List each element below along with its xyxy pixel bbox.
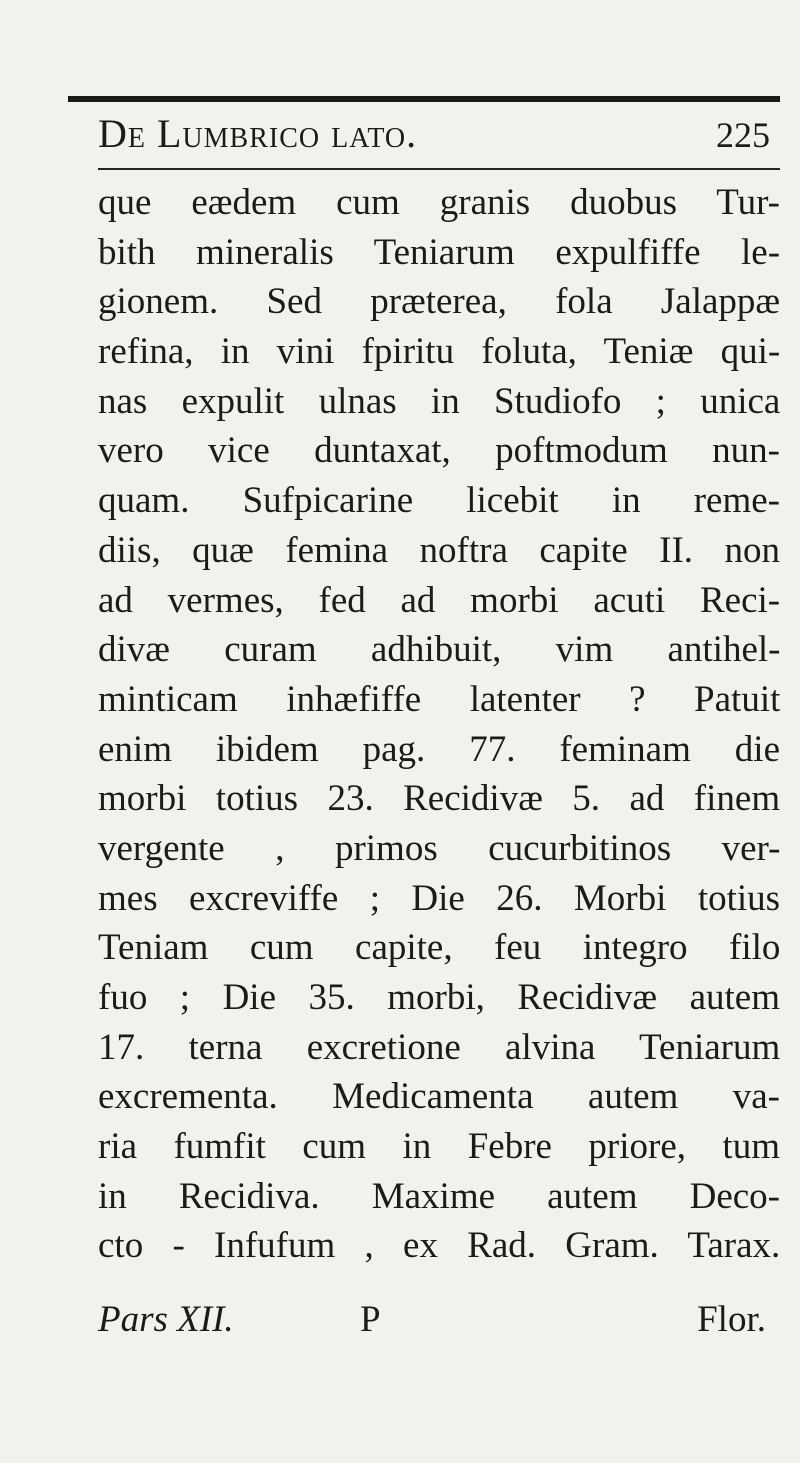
text-line: morbi totius 23. Recidivæ 5. ad finem (98, 778, 781, 820)
text-line: cto - Infufum , ex Rad. Gram. Tarax. (98, 1225, 781, 1267)
text-line: minticam inhæfiffe latenter ? Patuit (98, 678, 781, 720)
part-signature: Pars XII. (98, 1299, 234, 1340)
text-line: que eædem cum granis duobus Tur- (98, 182, 780, 223)
signature-mark: P (360, 1299, 381, 1340)
text-line: quam. Sufpicarine licebit in reme- (98, 480, 780, 522)
text-line: ad vermes, fed ad morbi acuti Reci- (98, 579, 781, 621)
text-line: bith mineralis Teniarum expulfiffe le- (98, 231, 781, 273)
page-number: 225 (716, 115, 770, 155)
text-line: ria fumfit cum in Febre priore, tum (98, 1126, 780, 1168)
text-line: 17. terna excretione alvina Teniarum (98, 1026, 781, 1068)
text-line: enim ibidem pag. 77. feminam die (98, 728, 780, 770)
text-line: nas expulit ulnas in Studiofo ; unica (98, 380, 781, 422)
page-footer (98, 1298, 780, 1348)
text-line: fuo ; Die 35. morbi, Recidivæ autem (98, 977, 780, 1018)
text-line: mes excreviffe ; Die 26. Morbi totius (98, 877, 781, 919)
text-line: in Recidiva. Maxime autem Deco- (98, 1175, 780, 1217)
catchword: Flor. (697, 1299, 766, 1340)
text-line: vergente , primos cucurbitinos ver- (98, 827, 781, 869)
text-line: vero vice duntaxat, poftmodum nun- (98, 430, 780, 472)
text-line: gionem. Sed præterea, fola Jalappæ (98, 281, 781, 323)
text-line: refina, in vini fpiritu foluta, Teniæ qui- (98, 331, 781, 373)
body-text (98, 178, 780, 1271)
running-title: De Lumbrico lato. (98, 111, 418, 156)
text-line: diis, quæ femina noftra capite II. non (98, 529, 780, 571)
top-border-rule (68, 96, 780, 102)
text-line: excrementa. Medicamenta autem va- (98, 1076, 780, 1118)
header-rule (98, 168, 780, 170)
text-line: divæ curam adhibuit, vim antihel- (98, 629, 781, 671)
text-line: Teniam cum capite, feu integro filo (98, 927, 781, 969)
running-header (98, 104, 778, 166)
